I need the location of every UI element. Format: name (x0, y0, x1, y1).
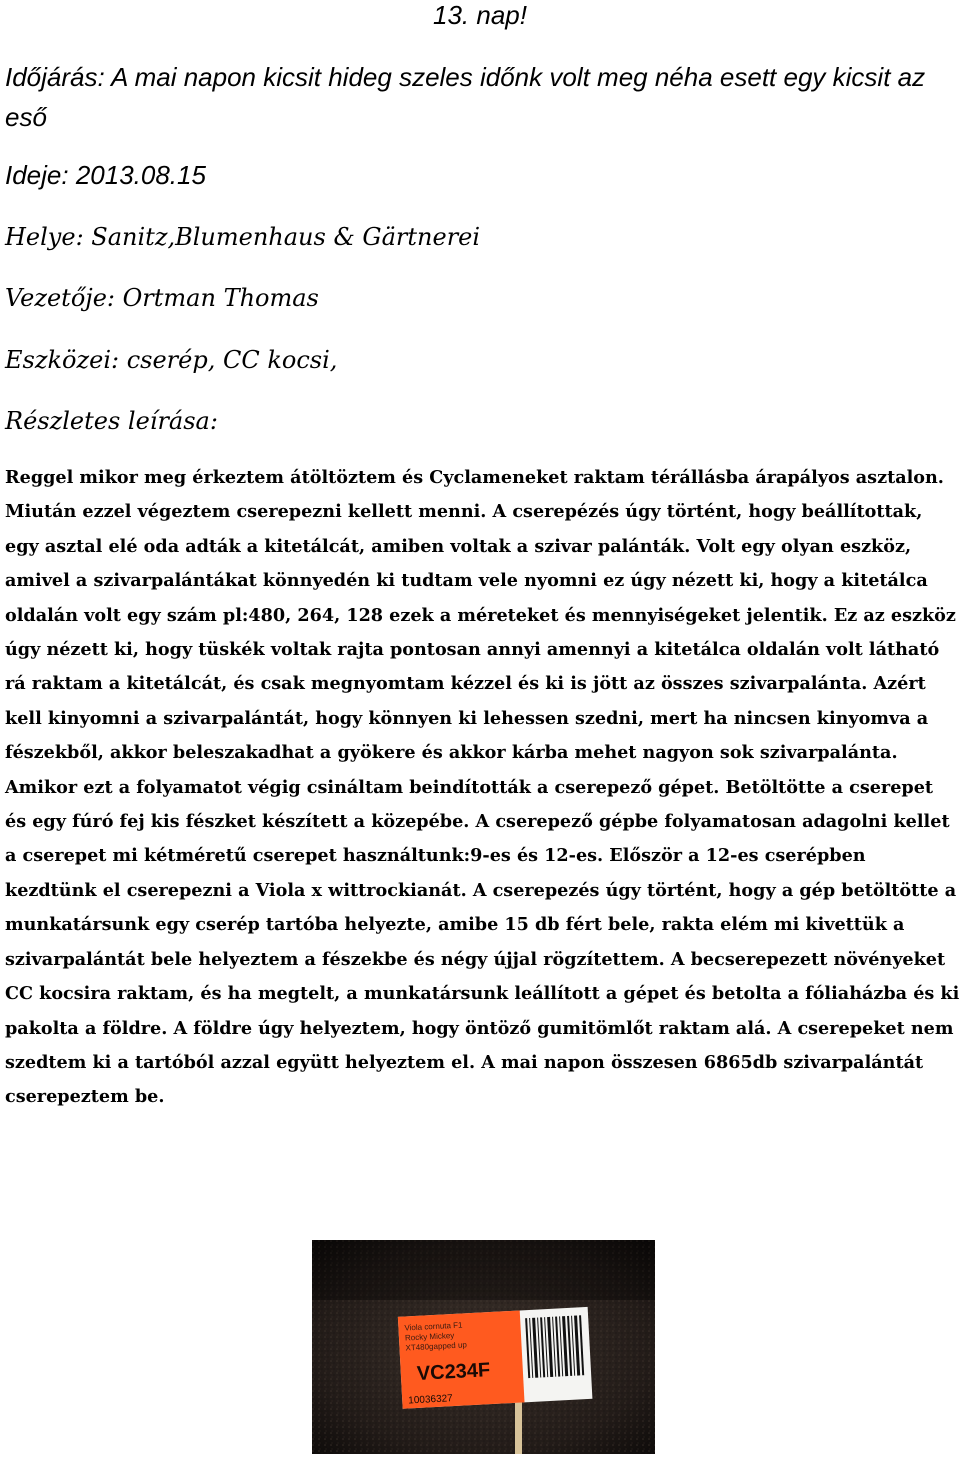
plant-label-photo (312, 1240, 655, 1454)
description-paragraph: Reggel mikor meg érkeztem átöltöztem és Cyclameneket raktam térállásba árapályos asztalon. Miután ezzel végeztem cserepezni kellett menni. A cserepézés úgy történt, hogy beállítottak, egy asztal elé oda adták a kitetálcát, amiben voltak a szivar palánták. Volt egy olyan eszköz, amivel a szivarpalántákat könnyedén ki tudtam vele nyomni ez úgy nézett ki, hogy a kitetálca oldalán volt egy szám pl:480, 264, 128 ezek a méreteket és mennyiségeket jelentik. Ez az eszköz úgy nézett ki, hogy tüskék voltak rajta pontosan annyi amennyi a kitetálca oldalán volt látható rá raktam a kitetálcát, és csak megnyomtam kézzel és ki is jött az összes szivarpalánta. Azért kell kinyomni a szivarpalántát, hogy könnyen ki lehessen szedni, mert ha nincsen kinyomva a fészekből, akkor beleszakadhat a gyökere és akkor kárba mehet nagyon sok szivarpalánta. Amikor ezt a folyamatot végig csináltam beindították a cserepező gépet. Betöltötte a cserepet és egy fúró fej kis fészket készített a közepébe. A cserepező gépbe folyamatosan adagolni kellet a cserepet mi kétméretű cserepet használtunk:9-es és 12-es. Először a 12-es cserépben kezdtünk el cserepezni a Viola x wittrockianát. A cserepezés úgy történt, hogy a gép betöltötte a munkatársunk egy cserép tartóba helyezte, amibe 15 db fért bele, rakta elém mi kivettük a szivarpalántát bele helyeztem a fészekbe és négy újjal rögzítettem. A becserepezett növényeket CC kocsira raktam, és ha megtelt, a munkatársunk leállított a gépet és betolta a fóliaházba és ki pakolta a földre. A földre úgy helyeztem, hogy öntöző gumitömlőt raktam alá. A cserepeket nem szedtem ki a tartóból azzal együtt helyeztem el. A mai napon összesen 6865db szivarpalántát cserepeztem be. (5, 467, 960, 1108)
leader-line: Vezetője: Ortman Thomas (5, 284, 319, 312)
weather-line: Időjárás: A mai napon kicsit hideg szeles időnk volt meg néha esett egy kicsit az eső (5, 62, 926, 132)
place-line: Helye: Sanitz,Blumenhaus & Gärtnerei (5, 223, 481, 251)
svg-text:10036327: 10036327 (408, 1393, 454, 1407)
description-heading: Részletes leírása: (5, 407, 218, 435)
svg-text:Viola cornuta F1: Viola cornuta F1 (404, 1320, 463, 1333)
svg-text:Rocky Mickey: Rocky Mickey (404, 1330, 455, 1343)
tools-line: Eszközei: cserép, CC kocsi, (5, 346, 338, 374)
page-title: 13. nap! (433, 0, 527, 30)
svg-text:XT480gapped up: XT480gapped up (405, 1340, 468, 1353)
svg-text:VC234F: VC234F (416, 1359, 491, 1385)
date-line: Ideje: 2013.08.15 (5, 160, 206, 190)
